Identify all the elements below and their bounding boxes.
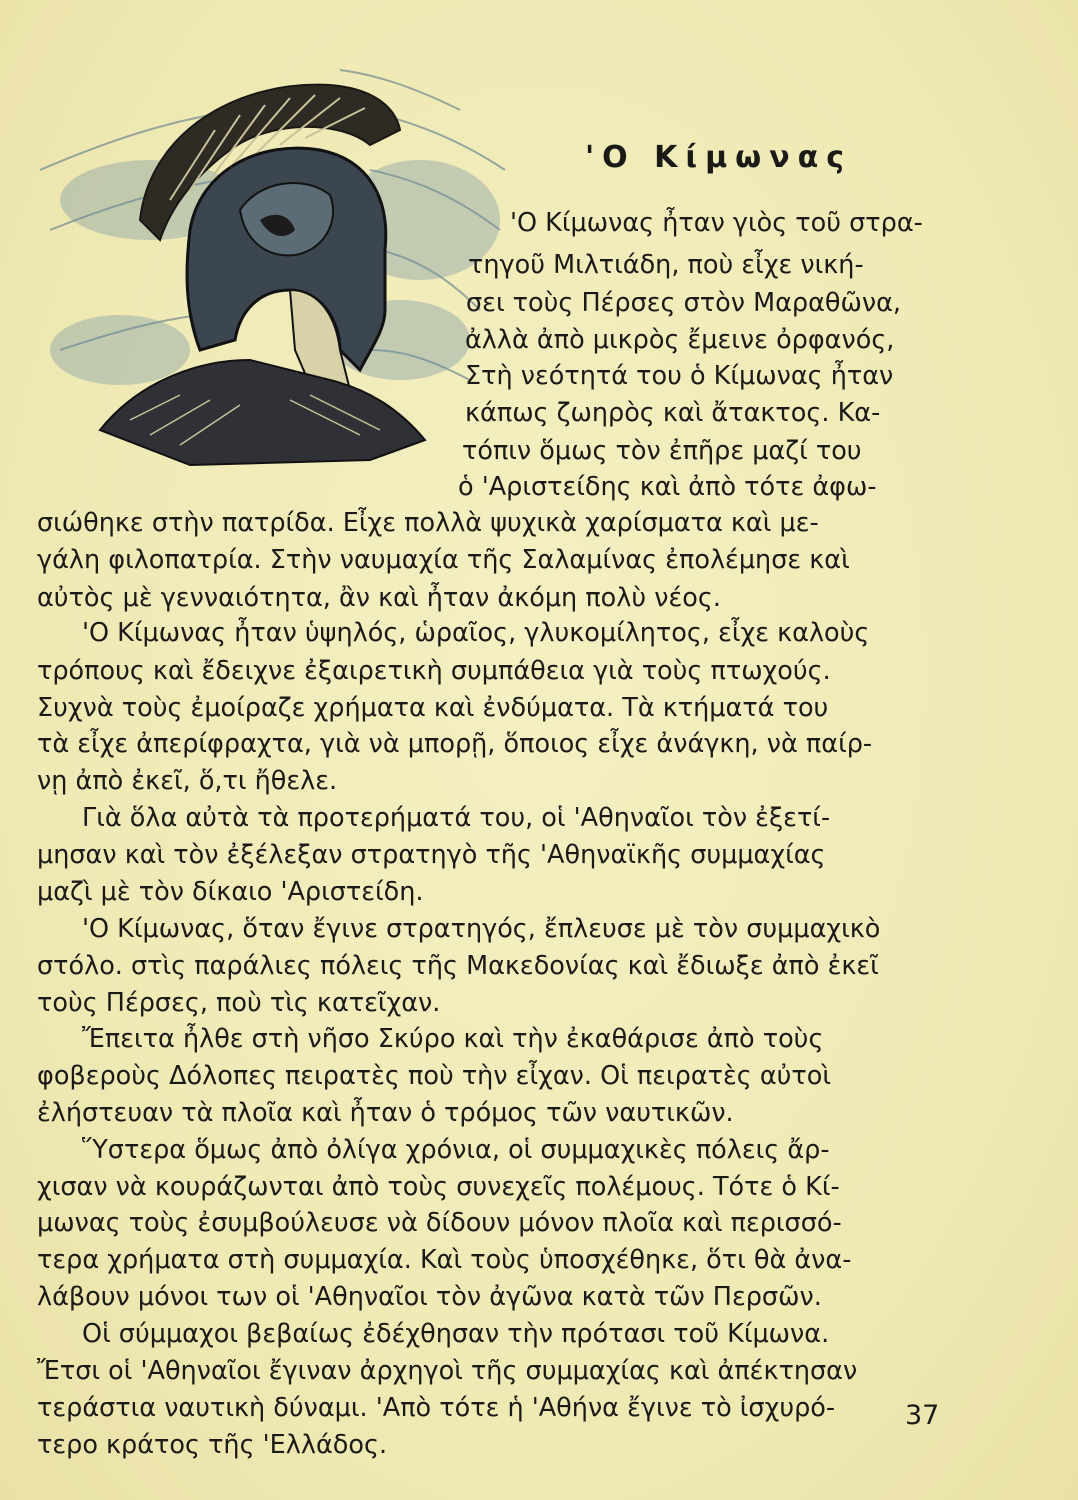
- text-line: σιώθηκε στὴν πατρίδα. Εἶχε πολλὰ ψυχικὰ χαρίσματα καὶ με-: [37, 508, 819, 538]
- text-line: 'Ο Κίμωνας, ὅταν ἔγινε στρατηγός, ἔπλευσε μὲ τὸν συμμαχικὸ: [82, 914, 881, 944]
- text-line: γάλη φιλοπατρία. Στὴν ναυμαχία τῆς Σαλαμίνας ἐπολέμησε καὶ: [37, 545, 850, 575]
- text-line: τερο κράτος τῆς 'Ελλάδος.: [37, 1430, 388, 1460]
- text-line: τεράστια ναυτικὴ δύναμι. 'Απὸ τότε ἡ 'Αθήνα ἔγινε τὸ ἰσχυρό-: [37, 1393, 836, 1423]
- text-line: μησαν καὶ τὸν ἐξέλεξαν στρατηγὸ τῆς 'Αθηναϊκῆς συμμαχίας: [37, 840, 826, 870]
- text-line: Ἔτσι οἱ 'Αθηναῖοι ἔγιναν ἀρχηγοὶ τῆς συμμαχίας καὶ ἀπέκτησαν: [37, 1356, 858, 1386]
- text-line: στόλο. στὶς παράλιες πόλεις τῆς Μακεδονίας καὶ ἔδιωξε ἀπὸ ἐκεῖ: [37, 951, 879, 981]
- text-line: 'Ο Κίμωνας ἦταν ὑψηλός, ὡραῖος, γλυκομίλητος, εἶχε καλοὺς: [82, 618, 870, 648]
- text-line: νῃ ἀπὸ ἐκεῖ, ὅ,τι ἤθελε.: [37, 766, 338, 796]
- text-line: ἐλήστευαν τὰ πλοῖα καὶ ἦταν ὁ τρόμος τῶν ναυτικῶν.: [37, 1098, 734, 1128]
- text-line: τερα χρήματα στὴ συμμαχία. Καὶ τοὺς ὑποσχέθηκε, ὅτι θὰ ἀνα-: [37, 1245, 852, 1275]
- corinthian-helmet-warrior-icon: [40, 50, 510, 480]
- text-line: κάπως ζωηρὸς καὶ ἄτακτος. Κα-: [465, 398, 881, 428]
- text-line: ἀλλὰ ἀπὸ μικρὸς ἔμεινε ὀρφανός,: [465, 325, 895, 355]
- text-line: τοὺς Πέρσες, ποὺ τὶς κατεῖχαν.: [37, 988, 441, 1018]
- text-line: χισαν νὰ κουράζωνται ἀπὸ τοὺς συνεχεῖς πολέμους. Τότε ὁ Κί-: [37, 1172, 840, 1202]
- text-line: 'Ο Κίμωνας ἦταν γιὸς τοῦ στρα-: [510, 208, 923, 238]
- text-line: τὰ εἶχε ἀπερίφραχτα, γιὰ νὰ μπορῇ, ὅποιος εἶχε ἀνάγκη, νὰ παίρ-: [37, 729, 873, 759]
- text-line: Ὕστερα ὅμως ἀπὸ ὀλίγα χρόνια, οἱ συμμαχικὲς πόλεις ἄρ-: [82, 1135, 830, 1165]
- text-line: τρόπους καὶ ἔδειχνε ἐξαιρετικὴ συμπάθεια γιὰ τοὺς πτωχούς.: [37, 656, 831, 686]
- text-line: μαζὶ μὲ τὸν δίκαιο 'Αριστείδη.: [37, 877, 424, 907]
- text-line: Γιὰ ὅλα αὐτὰ τὰ προτερήματά του, οἱ 'Αθηναῖοι τὸν ἐξετί-: [82, 803, 831, 833]
- text-line: φοβεροὺς Δόλοπες πειρατὲς ποὺ τὴν εἶχαν. Οἱ πειρατὲς αὐτοὶ: [37, 1061, 832, 1091]
- text-line: Οἱ σύμμαχοι βεβαίως ἐδέχθησαν τὴν πρότασι τοῦ Κίμωνα.: [82, 1319, 830, 1349]
- text-line: Ἔπειτα ἦλθε στὴ νῆσο Σκύρο καὶ τὴν ἐκαθάρισε ἀπὸ τοὺς: [82, 1024, 824, 1054]
- text-line: Συχνὰ τοὺς ἐμοίραζε χρήματα καὶ ἐνδύματα. Τὰ κτήματά του: [37, 693, 829, 723]
- text-line: τόπιν ὅμως τὸν ἐπῆρε μαζί του: [462, 436, 862, 466]
- text-line: Στὴ νεότητά του ὁ Κίμωνας ἦταν: [465, 361, 894, 391]
- text-line: ὁ 'Αριστείδης καὶ ἀπὸ τότε ἀφω-: [458, 472, 877, 502]
- text-line: τηγοῦ Μιλτιάδη, ποὺ εἶχε νική-: [468, 250, 864, 280]
- page-number: 37: [905, 1400, 940, 1431]
- text-line: λάβουν μόνοι των οἱ 'Αθηναῖοι τὸν ἀγῶνα κατὰ τῶν Περσῶν.: [37, 1282, 822, 1312]
- chapter-title: 'Ο Κίμωνας: [585, 140, 853, 175]
- text-line: αὐτὸς μὲ γενναιότητα, ἂν καὶ ἦταν ἀκόμη πολὺ νέος.: [37, 583, 721, 613]
- text-line: σει τοὺς Πέρσες στὸν Μαραθῶνα,: [466, 288, 902, 318]
- text-line: μωνας τοὺς ἐσυμβούλευσε νὰ δίδουν μόνον πλοῖα καὶ περισσό-: [37, 1208, 842, 1238]
